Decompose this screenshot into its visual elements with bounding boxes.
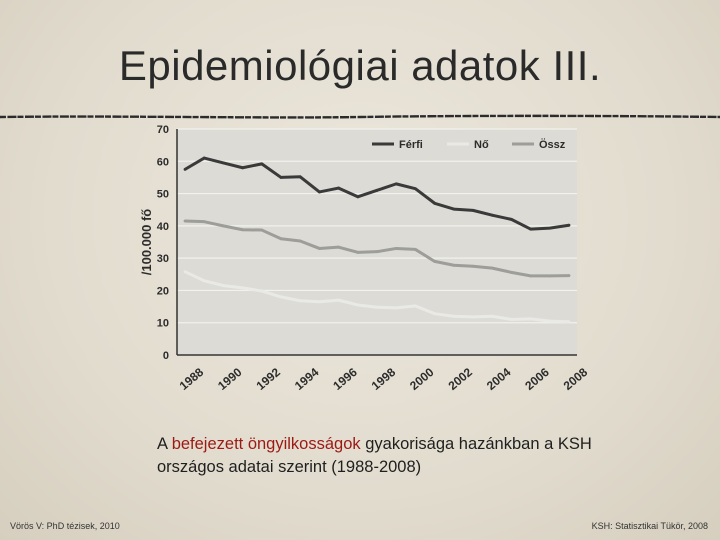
data-point-Össz [452, 264, 455, 267]
legend-label-Nő: Nő [474, 139, 489, 151]
x-tick-label: 2008 [560, 364, 590, 393]
data-point-Nő [395, 306, 398, 309]
data-point-Nő [452, 315, 455, 318]
data-point-Nő [548, 320, 551, 323]
data-point-Nő [203, 279, 206, 282]
data-point-Férfi [510, 218, 513, 221]
data-point-Össz [548, 275, 551, 278]
data-point-Férfi [395, 182, 398, 185]
data-point-Férfi [356, 195, 359, 198]
y-tick-label: 0 [162, 350, 169, 362]
data-point-Nő [184, 270, 187, 273]
data-point-Nő [299, 299, 302, 302]
chart-svg [130, 118, 590, 418]
data-point-Férfi [414, 187, 417, 190]
data-point-Össz [318, 247, 321, 250]
data-point-Össz [356, 251, 359, 254]
data-point-Férfi [203, 157, 206, 160]
caption-suffix: gyakorisága hazánkban a KSH országos adatai szerint (1988-2008) [157, 435, 592, 476]
x-tick-label: 2002 [445, 364, 475, 393]
data-point-Férfi [376, 189, 379, 192]
data-point-Nő [414, 305, 417, 308]
data-point-Össz [510, 271, 513, 274]
x-tick-label: 2004 [483, 364, 514, 393]
x-tick-label: 1996 [330, 364, 360, 393]
data-point-Férfi [491, 214, 494, 217]
data-point-Férfi [529, 228, 532, 231]
legend-label-Férfi: Férfi [399, 139, 423, 151]
data-point-Férfi [568, 224, 571, 227]
y-tick-label: 50 [156, 188, 169, 201]
x-tick-label: 1990 [215, 364, 245, 393]
data-point-Férfi [260, 162, 263, 165]
data-point-Nő [241, 286, 244, 289]
data-point-Nő [280, 295, 283, 298]
data-point-Nő [356, 304, 359, 307]
data-point-Nő [491, 315, 494, 318]
data-point-Nő [472, 316, 475, 319]
data-point-Férfi [548, 227, 551, 230]
y-tick-label: 20 [156, 285, 169, 298]
y-axis-label: /100.000 fő [139, 208, 154, 276]
caption-prefix: A [157, 435, 172, 453]
data-point-Nő [260, 290, 263, 293]
data-point-Össz [280, 237, 283, 240]
x-tick-label: 2006 [522, 364, 552, 393]
legend-label-Össz: Össz [539, 139, 566, 151]
data-point-Össz [568, 274, 571, 277]
data-point-Össz [395, 247, 398, 250]
data-point-Nő [433, 312, 436, 315]
x-tick-label: 1994 [291, 364, 322, 393]
data-point-Össz [299, 240, 302, 243]
data-point-Össz [414, 248, 417, 251]
y-tick-label: 10 [156, 317, 169, 330]
data-point-Férfi [299, 175, 302, 178]
data-point-Férfi [452, 208, 455, 211]
data-point-Össz [472, 265, 475, 268]
data-point-Nő [376, 306, 379, 309]
data-point-Férfi [222, 162, 225, 165]
suicide-rate-chart [130, 118, 590, 418]
data-point-Össz [184, 220, 187, 223]
data-point-Össz [203, 220, 206, 223]
x-tick-label: 1988 [176, 364, 207, 393]
data-point-Férfi [472, 209, 475, 212]
data-point-Férfi [241, 166, 244, 169]
data-point-Össz [241, 228, 244, 231]
y-tick-label: 60 [156, 156, 169, 169]
chart-caption [157, 433, 637, 479]
data-point-Össz [529, 275, 532, 278]
data-point-Férfi [318, 191, 321, 194]
data-point-Férfi [337, 187, 340, 190]
data-point-Össz [222, 224, 225, 227]
x-tick-label: 2000 [407, 364, 437, 393]
footer-source-right: KSH: Statisztikai Tükör, 2008 [591, 521, 708, 531]
data-point-Férfi [280, 176, 283, 179]
y-tick-label: 70 [156, 124, 169, 136]
data-point-Nő [222, 284, 225, 287]
data-point-Össz [260, 229, 263, 232]
y-tick-label: 40 [156, 220, 169, 233]
data-point-Nő [510, 318, 513, 321]
y-tick-label: 30 [156, 253, 169, 266]
caption-highlight: befejezett öngyilkosságok [171, 435, 361, 453]
data-point-Férfi [184, 168, 187, 171]
data-point-Nő [529, 317, 532, 320]
x-tick-label: 1992 [253, 364, 283, 393]
footer-source-left: Vörös V: PhD tézisek, 2010 [10, 521, 120, 531]
slide-title: Epidemiológiai adatok III. [118, 42, 602, 89]
data-point-Nő [337, 299, 340, 302]
data-point-Férfi [433, 202, 436, 205]
x-tick-label: 1998 [368, 364, 399, 393]
data-point-Nő [568, 320, 571, 323]
data-point-Össz [337, 246, 340, 249]
data-point-Nő [318, 300, 321, 303]
data-point-Össz [376, 250, 379, 253]
data-point-Össz [433, 260, 436, 263]
plot-area [177, 129, 577, 355]
data-point-Össz [491, 267, 494, 270]
